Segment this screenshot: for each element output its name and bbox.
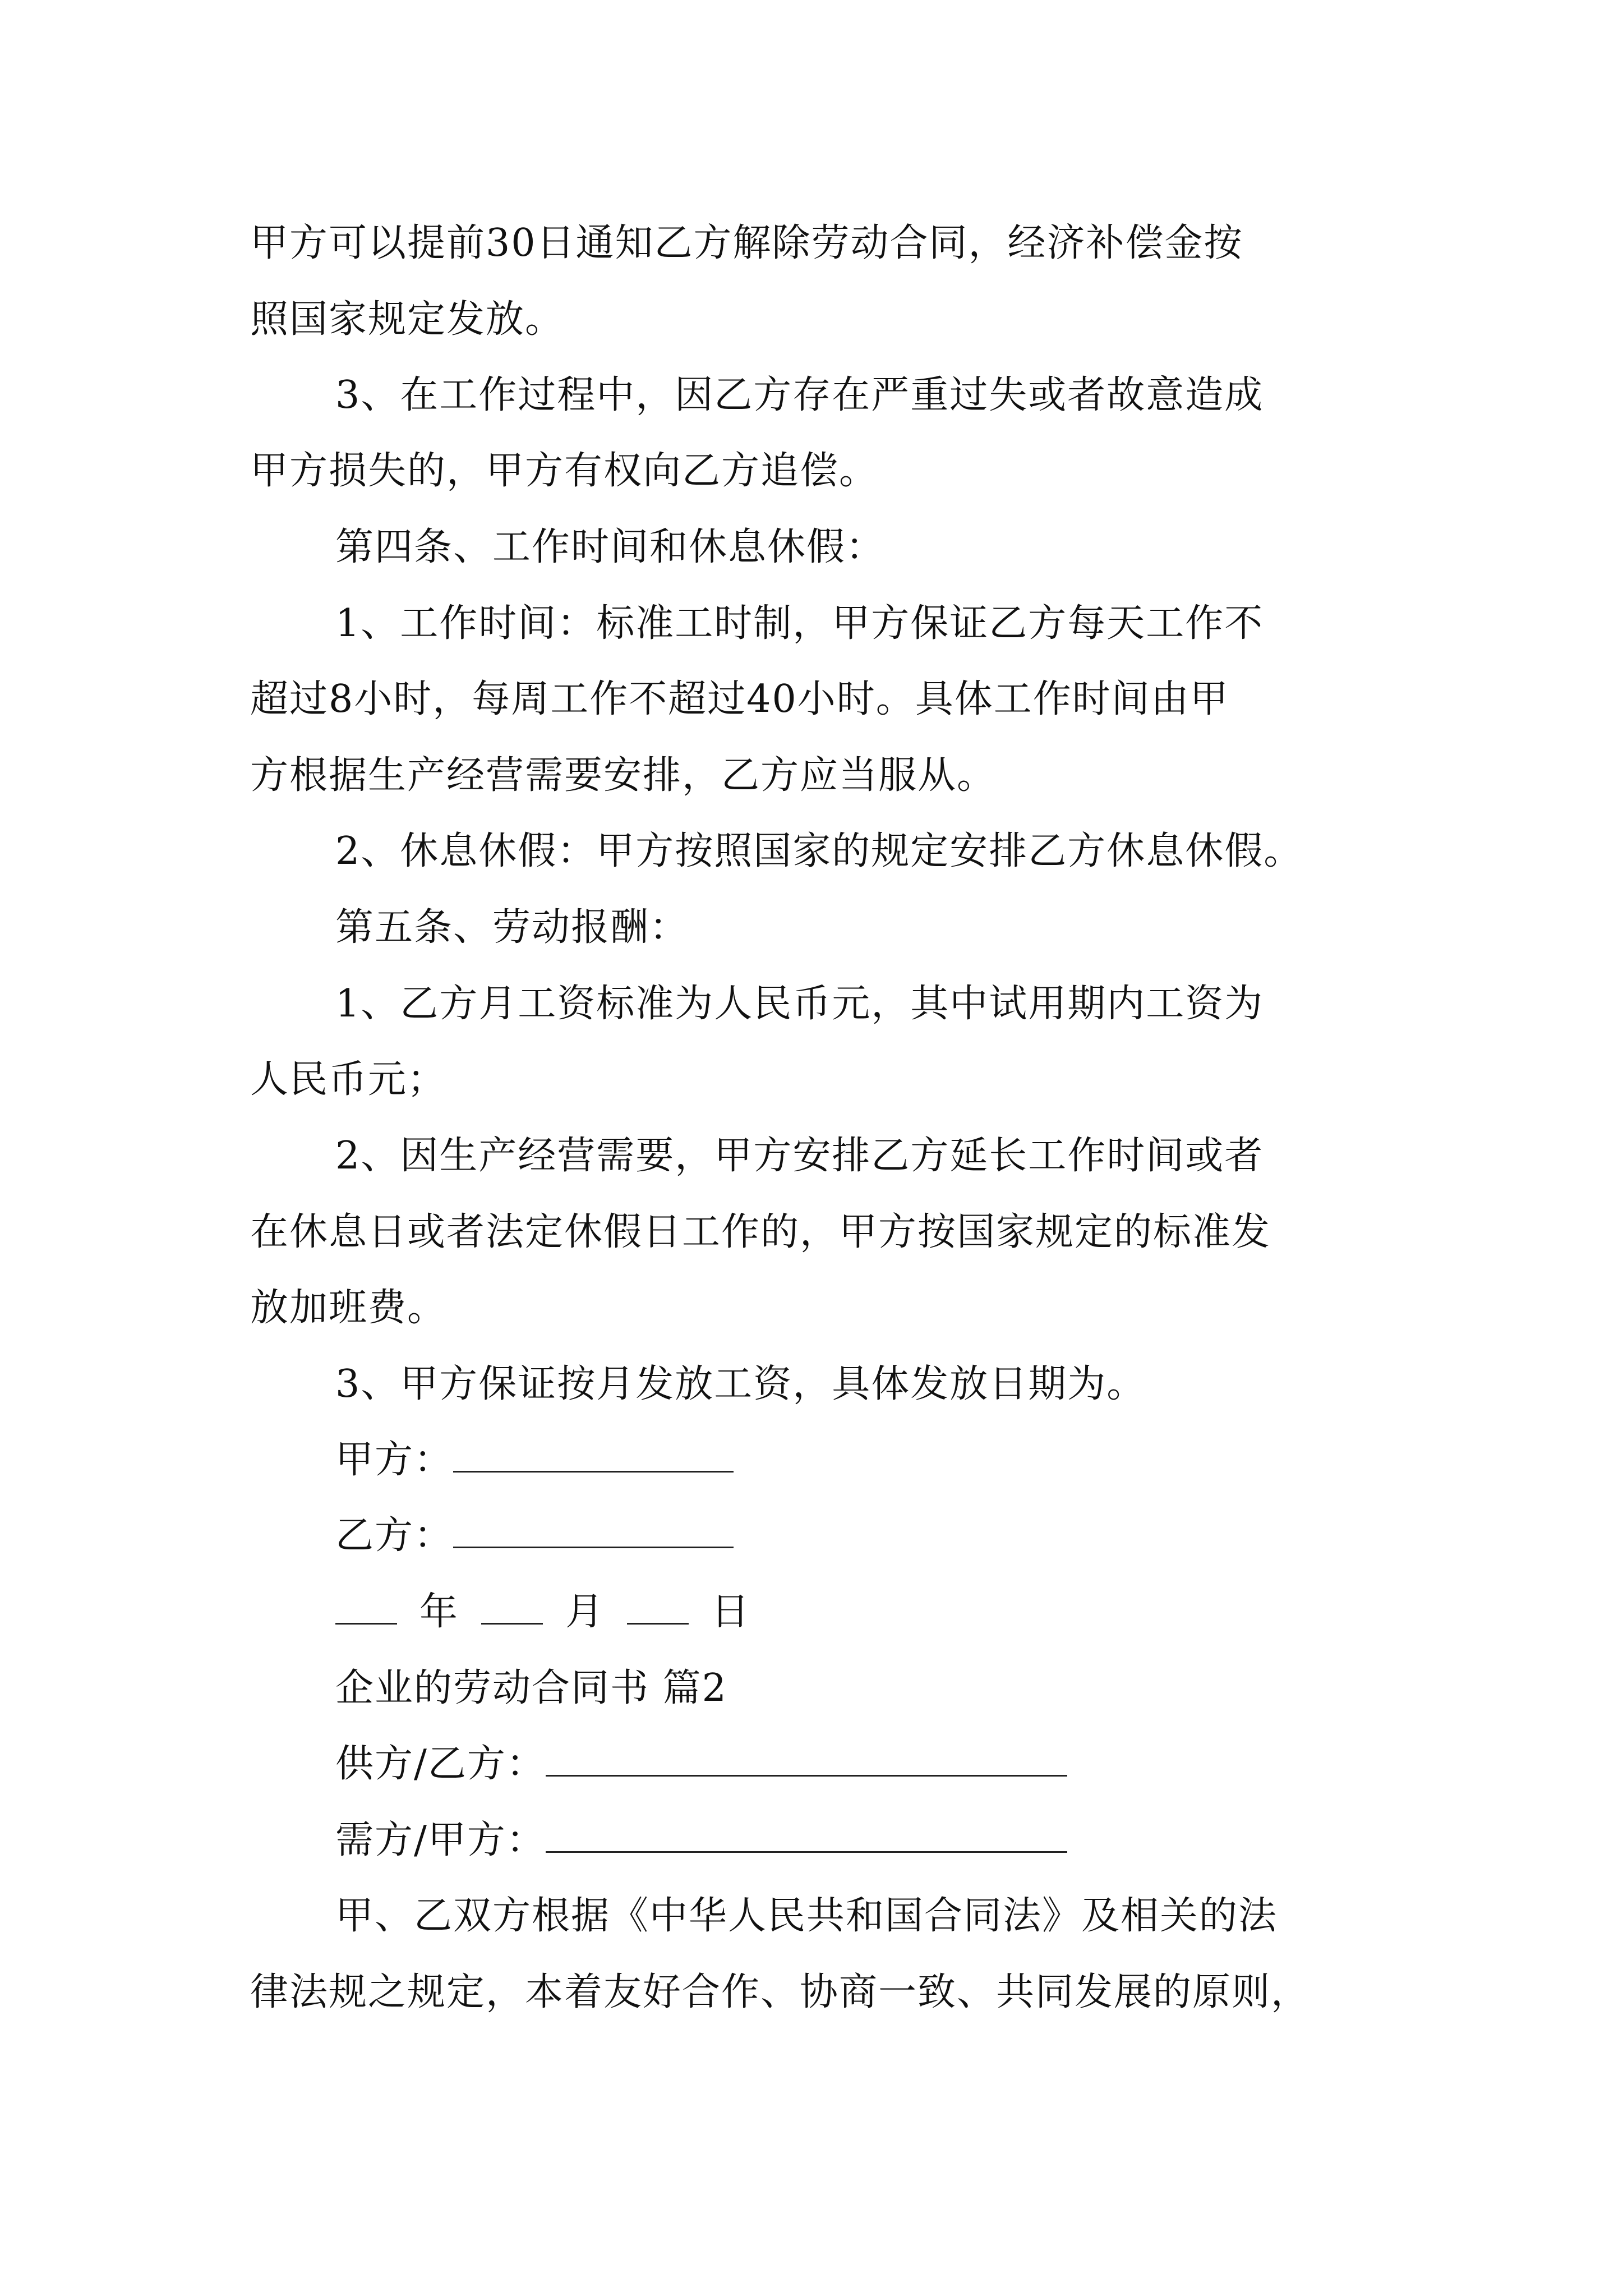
text-line: 甲方可以提前30日通知乙方解除劳动合同，经济补偿金按 — [250, 221, 1243, 265]
buyer-label: 需方/甲方： — [335, 1818, 546, 1862]
supplier-line — [335, 1742, 1067, 1787]
text-line: 放加班费。 — [250, 1286, 447, 1330]
day-blank[interactable] — [627, 1591, 689, 1625]
year-label: 年 — [419, 1590, 459, 1634]
party-a-signature-line — [335, 1438, 734, 1483]
party-b-blank[interactable] — [453, 1515, 734, 1548]
text-line: 超过8小时，每周工作不超过40小时。具体工作时间由甲 — [250, 677, 1229, 721]
supplier-label: 供方/乙方： — [335, 1742, 546, 1786]
text-line: 人民币元； — [250, 1057, 447, 1102]
section-title: 企业的劳动合同书 篇2 — [335, 1666, 727, 1710]
text-line: 律法规之规定，本着友好合作、协商一致、共同发展的原则， — [250, 1970, 1311, 2014]
section-heading: 第五条、劳动报酬： — [335, 905, 689, 950]
buyer-blank[interactable] — [546, 1820, 1067, 1853]
buyer-line — [335, 1818, 1067, 1863]
text-line: 照国家规定发放。 — [250, 297, 565, 342]
section-heading: 第四条、工作时间和休息休假： — [335, 525, 886, 569]
month-blank[interactable] — [481, 1591, 543, 1625]
day-label: 日 — [711, 1590, 751, 1634]
text-line: 1、工作时间：标准工时制，甲方保证乙方每天工作不 — [335, 601, 1264, 646]
party-a-label: 甲方： — [335, 1438, 454, 1482]
text-line: 1、乙方月工资标准为人民币元，其中试用期内工资为 — [335, 982, 1264, 1026]
date-line — [335, 1590, 773, 1635]
text-line: 在休息日或者法定休假日工作的，甲方按国家规定的标准发 — [250, 1210, 1271, 1254]
text-line: 2、休息休假：甲方按照国家的规定安排乙方休息休假。 — [335, 829, 1303, 873]
text-line: 3、甲方保证按月发放工资，具体发放日期为。 — [335, 1362, 1146, 1406]
party-b-signature-line — [335, 1513, 734, 1558]
year-blank[interactable] — [335, 1591, 397, 1625]
party-b-label: 乙方： — [335, 1513, 454, 1558]
text-line: 方根据生产经营需要安排，乙方应当服从。 — [250, 753, 997, 798]
text-line: 甲、乙双方根据《中华人民共和国合同法》及相关的法 — [335, 1894, 1278, 1938]
text-line: 2、因生产经营需要，甲方安排乙方延长工作时间或者 — [335, 1134, 1264, 1178]
text-line: 甲方损失的，甲方有权向乙方追偿。 — [250, 449, 879, 493]
text-line: 3、在工作过程中，因乙方存在严重过失或者故意造成 — [335, 373, 1264, 417]
supplier-blank[interactable] — [546, 1743, 1067, 1777]
party-a-blank[interactable] — [453, 1439, 734, 1473]
month-label: 月 — [565, 1590, 605, 1634]
